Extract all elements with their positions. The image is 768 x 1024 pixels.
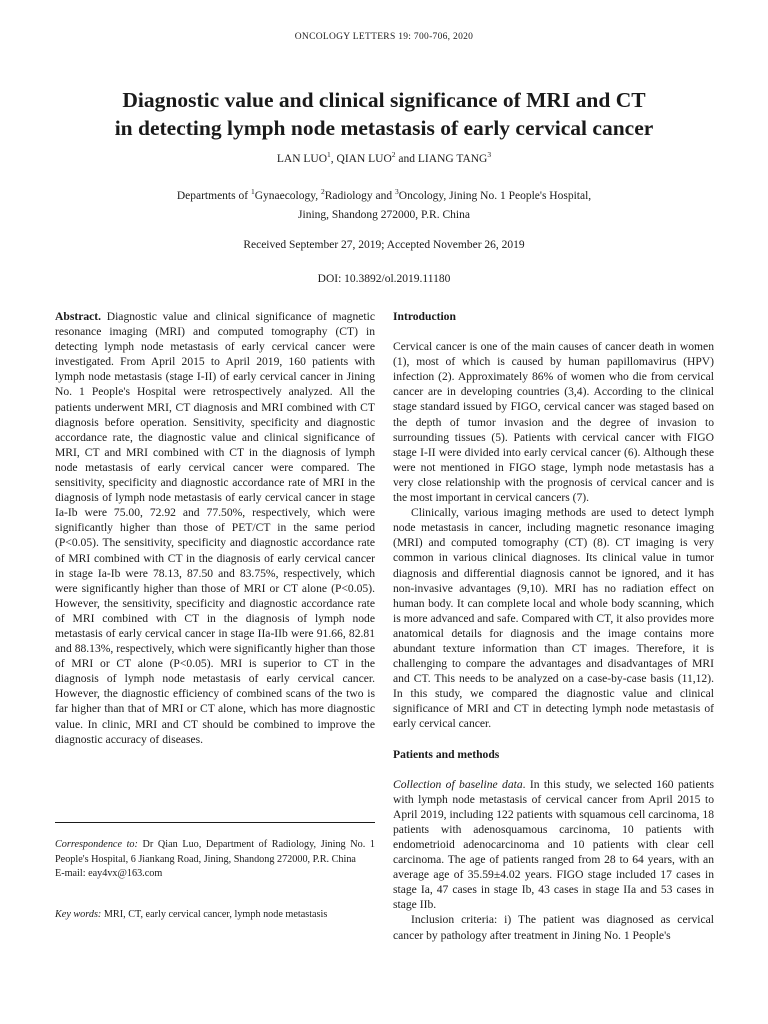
spacer [393,732,714,747]
paper-title [60,86,708,142]
author-affil-mark: 2 [391,150,396,160]
author-separator: , [330,153,337,165]
right-column [393,309,714,943]
methods-text: . In this study, we selected 160 patients with lymph node metastasis of cervical cancer from April 2015 to April 2019, including 122 patients with squamous cell carcinoma, 18 patients with adenosquamous carcinoma, 10 patients with endometrioid adenocarcinoma and 10 patients with clear cell carcinoma. The age of patients ranged from 28 to 64 years, with an average age of 35.59±4.02 years. FIGO stage included 17 cases in stage Ia, 47 cases in stage Ib, 43 cases in stage IIa and 53 cases in stage IIb. [393,777,715,912]
abstract [55,309,375,747]
spacer [393,762,714,777]
correspondence [55,838,375,882]
abstract-text: Diagnostic value and clinical significance of magnetic resonance imaging (MRI) and computed tomography (CT) in detecting lymph node metastasis of early cervical cancer were investigated. From April 2015 to April 2019, 160 patients with lymph node metastasis (stage I-II) of early cervical cancer in Jining No. 1 People's Hospital were retrospectively analyzed. All the patients underwent MRI, CT diagnosis and MRI combined with CT diagnosis before operation. Sensitivity, specificity and diagnostic accordance rate, the diagnostic value and clinical significance of MRI, CT and MRI combined with CT in the diagnosis of lymph node metastasis of early cervical cancer were compared. The sensitivity, specificity and diagnostic accordance rate of MRI in the diagnosis of lymph node metastasis of early cervical cancer in stage Ia-Ib were 75.00, 72.92 and 77.50%, respectively, which were significantly higher than those of PET/CT in the same period (P<0.05). The sensitivity, specificity and diagnostic accordance rate of MRI combined with CT in the diagnosis of early cervical cancer in stage Ia-Ib were 78.13, 87.50 and 83.75%, respectively, which were significantly higher than those of MRI or CT alone (P<0.05). However, the sensitivity, specificity and diagnostic accordance rate of MRI combined with CT in the diagnosis of lymph node metastasis of early cervical cancer in stage IIa-IIb were 91.66, 82.81 and 88.13%, respectively, which were significantly higher than those of MRI or CT alone (P<0.05). MRI is superior to CT in the diagnosis of lymph node metastasis of early cervical cancer. However, the diagnostic efficiency of combined scans of the two is far higher than that of MRI or CT alone, which has more diagnostic value. In clinic, MRI and CT should be combined to improve the diagnostic accuracy of diseases. [55,310,375,746]
affil-text: Gynaecology, [254,190,322,202]
affil-mark: 3 [395,187,399,197]
author-affil-mark: 3 [487,150,492,160]
author-name: LAN LUO [276,153,328,165]
affiliation-line-1 [90,187,678,206]
section-heading-methods: Patients and methods [393,747,500,761]
spacer [393,324,714,339]
affil-text: Oncology, Jining No. 1 People's Hospital, [398,190,592,202]
running-head: ONCOLOGY LETTERS 19: 700-706, 2020 [294,32,474,42]
affiliation-line-2: Jining, Shandong 272000, P.R. China [298,209,470,221]
methods-paragraph-1 [393,777,714,913]
footnote-divider [55,822,375,823]
affil-mark: 1 [250,187,255,197]
correspondence-text: Dr Qian Luo, Department of Radiology, Jining No. 1 People's Hospital, 6 Jiankang Road, Jining, Shandong 272000, P.R. China [55,839,375,865]
doi: DOI: 10.3892/ol.2019.11180 [317,273,451,285]
author-list [0,150,768,165]
affil-mark: 2 [321,187,325,197]
author-affil-mark: 1 [327,150,331,160]
intro-paragraph-2: Clinically, various imaging methods are used to detect lymph node metastasis in cancer, including magnetic resonance imaging (MRI) and computed tomography (CT) (8). CT imaging is very common in various clinical diagnoses. Its clinical value in tumor diagnosis and differential diagnosis cannot be ignored, and it has non-invasive advantages (9,10). MRI has no radiation effect on human body. It can complete local and whole body scanning, which is more advanced and safe. Compared with CT, it also provides more anatomical details for diagnosis and the image contains more abundant texture information than CT images. Therefore, it is challenging to compare the advantages and disadvantages of MRI and CT. This needs to be analyzed on a case-by-case basis (11,12). In this study, we compared the diagnostic value and clinical significance of MRI and CT in detecting lymph node metastasis of early cervical cancer. [393,506,714,731]
title-line-1: Diagnostic value and clinical significance of MRI and CT [122,88,646,112]
author-name: QIAN LUO [336,153,392,165]
author-name: LIANG TANG [417,153,488,165]
section-heading-introduction: Introduction [393,310,456,323]
left-column [55,309,375,747]
correspondence-email: E-mail: eay4vx@163.com [55,868,163,879]
keywords [55,908,375,923]
intro-paragraph-1: Cervical cancer is one of the main causes of cancer death in women (1), most of which is caused by human papillomavirus (HPV) infection (2). Approximately 86% of women who die from cervical cancer are in developing countries (3,4). According to the clinical stage standard issued by FIGO, cervical cancer was staged based on the depth of tumor invasion and the degree of invasion to surrounding tissues (5). Patients with cervical cancer with FIGO stage I-II were divided into early cervical cancer (6). Although these were not mentioned in FIGO stage, lymph node metastasis has a very close relationship with the prognosis of cervical cancer and is the most important in cervical cancers (7). [393,340,714,505]
affiliations [90,187,678,225]
abstract-label: Abstract. [55,310,102,323]
methods-paragraph-2: Inclusion criteria: i) The patient was diagnosed as cervical cancer by pathology after treatment in Jining No. 1 People's [393,913,714,942]
title-line-2: in detecting lymph node metastasis of early cervical cancer [114,116,654,140]
received-accepted-dates: Received September 27, 2019; Accepted November 26, 2019 [243,239,525,251]
author-separator: and [395,153,418,165]
correspondence-label: Correspondence to: [55,839,138,850]
affil-text: Radiology and [324,190,396,202]
keywords-text: MRI, CT, early cervical cancer, lymph node metastasis [101,909,328,920]
correspondence-address [55,838,375,867]
keywords-label: Key words: [55,909,102,920]
affil-text: Departments of [176,190,251,202]
subsection-title: Collection of baseline data [393,777,523,791]
